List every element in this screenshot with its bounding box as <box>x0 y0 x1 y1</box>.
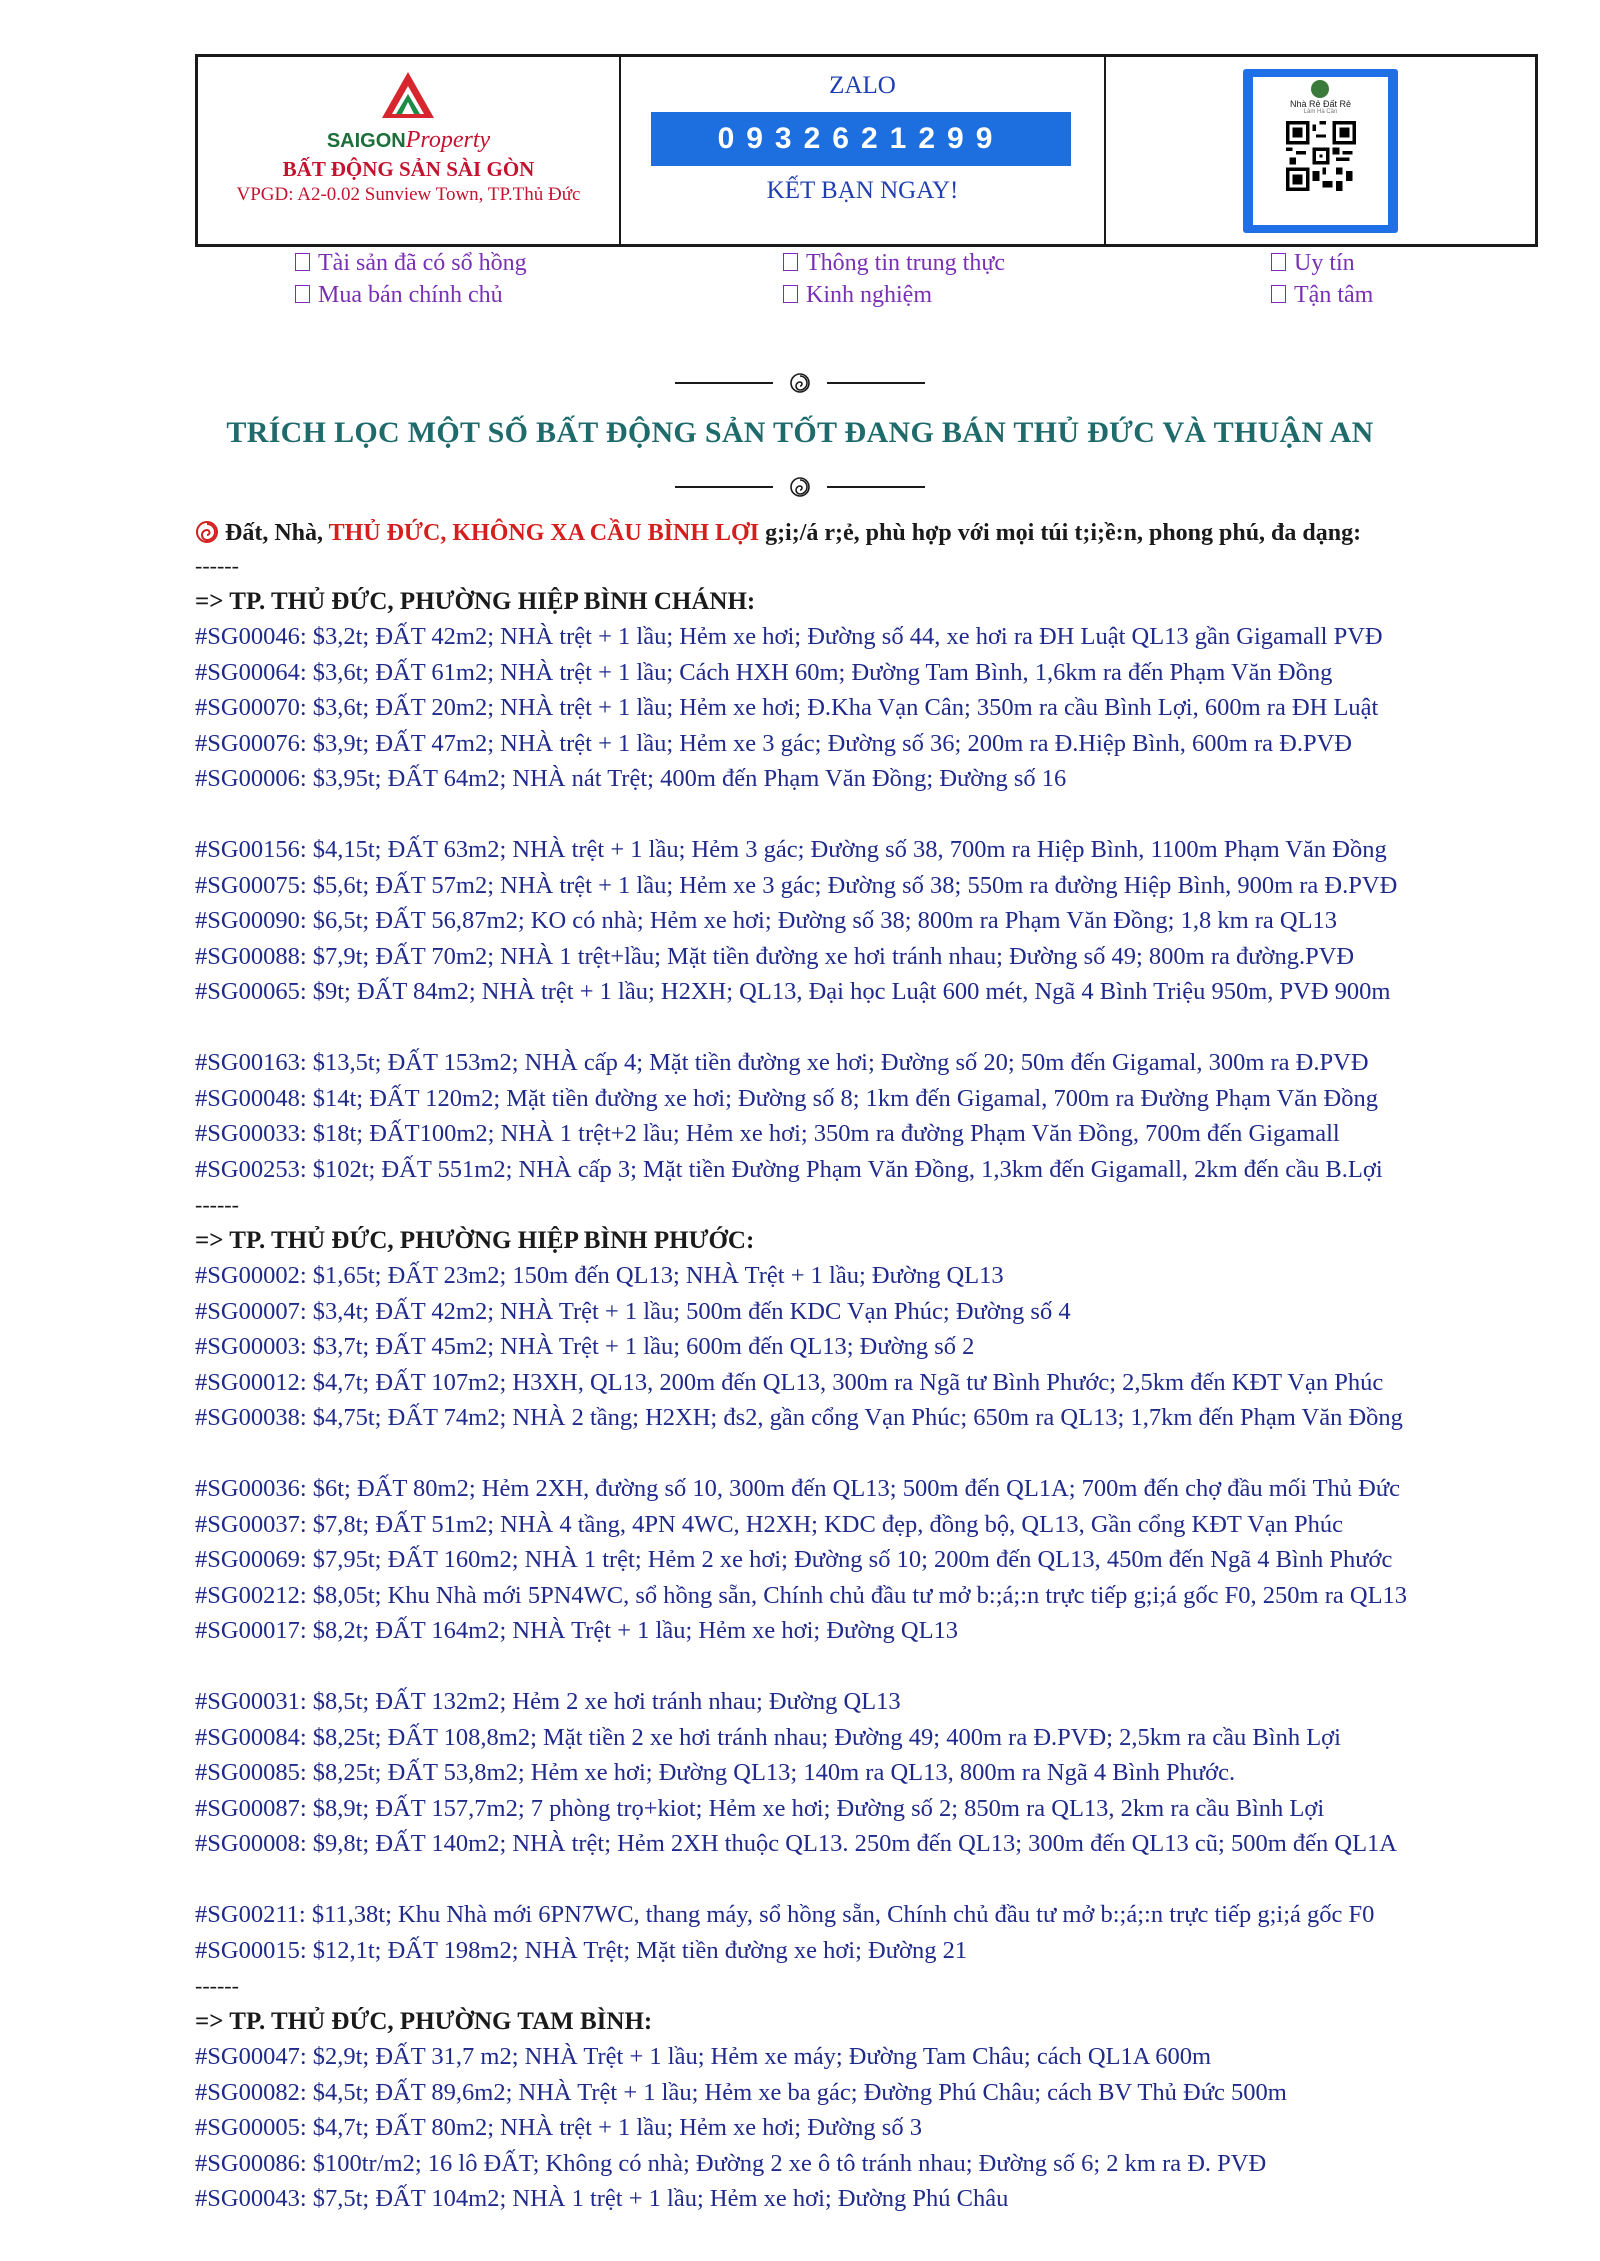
checkbox-icon <box>783 253 798 271</box>
listing-item: #SG00090: $6,5t; ĐẤT 56,87m2; KO có nhà; Hẻm xe hơi; Đường số 38; 800m ra Phạm Văn Đồng; 1,8 km ra QL13 <box>195 907 1338 934</box>
ornament-divider <box>0 372 1600 394</box>
listing-item: #SG00212: $8,05t; Khu Nhà mới 5PN4WC, sổ hồng sẵn, Chính chủ đầu tư mở b:;á;:n trực tiếp g;i;á gốc F0, 250m ra QL13 <box>195 1582 1408 1609</box>
intro-text: g;i;/á r;ẻ, phù hợp với mọi túi t;i;ề:n, phong phú, đa dạng: <box>759 520 1362 546</box>
qr-cell <box>1106 57 1535 244</box>
intro-highlight: THỦ ĐỨC, KHÔNG XA CẦU BÌNH LỢI <box>328 520 760 546</box>
listing-item: #SG00048: $14t; ĐẤT 120m2; Mặt tiền đường xe hơi; Đường số 8; 1km đến Gigamal, 700m ra Đường Phạm Văn Đồng <box>195 1085 1378 1112</box>
listing-item: #SG00070: $3,6t; ĐẤT 20m2; NHÀ trệt + 1 lầu; Hẻm xe hơi; Đ.Kha Vạn Cân; 350m ra cầu Bình Lợi, 600m ra ĐH Luật <box>195 694 1379 721</box>
intro-line <box>195 520 1361 547</box>
qr-card-inner <box>1253 77 1388 225</box>
phone-number[interactable]: 0932621299 <box>651 112 1071 166</box>
separator-line: ------ <box>195 1973 239 1998</box>
listing-item: #SG00007: $3,4t; ĐẤT 42m2; NHÀ Trệt + 1 lầu; 500m đến KDC Vạn Phúc; Đường số 4 <box>195 1298 1071 1325</box>
page-title: TRÍCH LỌC MỘT SỐ BẤT ĐỘNG SẢN TỐT ĐANG BÁN THỦ ĐỨC VÀ THUẬN AN <box>226 416 1374 449</box>
intro-text: Đất, Nhà, <box>225 520 329 546</box>
listing-item: #SG00086: $100tr/m2; 16 lô ĐẤT; Không có nhà; Đường 2 xe ô tô tránh nhau; Đường số 6; 2 km ra Đ. PVĐ <box>195 2150 1267 2177</box>
listing-item: #SG00085: $8,25t; ĐẤT 53,8m2; Hẻm xe hơi; Đường QL13; 140m ra QL13, 800m ra Ngã 4 Bình Phước. <box>195 1759 1236 1786</box>
section-heading: => TP. THỦ ĐỨC, PHƯỜNG HIỆP BÌNH PHƯỚC: <box>195 1227 755 1254</box>
logo-wordmark <box>198 127 619 154</box>
company-logo-icon <box>380 70 436 122</box>
add-friend-cta[interactable]: KẾT BẠN NGAY! <box>766 177 959 204</box>
feature-label: Mua bán chính chủ <box>318 282 503 308</box>
checkbox-icon <box>1271 253 1286 271</box>
listing-item: #SG00012: $4,7t; ĐẤT 107m2; H3XH, QL13, 200m đến QL13, 300m ra Ngã tư Bình Phước; 2,5km đến KĐT Vạn Phúc <box>195 1369 1384 1396</box>
feature-item <box>295 250 527 277</box>
checkbox-icon <box>295 285 310 303</box>
swirl-ornament-icon <box>789 372 811 394</box>
listing-item: #SG00211: $11,38t; Khu Nhà mới 6PN7WC, thang máy, sổ hồng sẵn, Chính chủ đầu tư mở b:;á;:n trực tiếp g;i;á gốc F0 <box>195 1901 1375 1928</box>
listing-item: #SG00043: $7,5t; ĐẤT 104m2; NHÀ 1 trệt + 1 lầu; Hẻm xe hơi; Đường Phú Châu <box>195 2185 1009 2212</box>
logo-word-italic: Property <box>405 127 491 153</box>
listing-item: #SG00003: $3,7t; ĐẤT 45m2; NHÀ Trệt + 1 lầu; 600m đến QL13; Đường số 2 <box>195 1333 975 1360</box>
feature-item <box>783 282 932 309</box>
logo-word: SAIGON <box>326 130 406 152</box>
feature-item <box>783 250 1005 277</box>
listing-item: #SG00037: $7,8t; ĐẤT 51m2; NHÀ 4 tầng, 4PN 4WC, H2XH; KDC đẹp, đồng bộ, QL13, Gần cổng KĐT Vạn Phúc <box>195 1511 1344 1538</box>
listing-item: #SG00076: $3,9t; ĐẤT 47m2; NHÀ trệt + 1 lầu; Hẻm xe 3 gác; Đường số 36; 200m ra Đ.Hiệp Bình, 600m ra Đ.PVĐ <box>195 730 1352 757</box>
feature-item <box>1271 282 1373 309</box>
header-table <box>195 54 1538 247</box>
feature-label: Kinh nghiệm <box>806 282 932 308</box>
company-address: VPGD: A2-0.02 Sunview Town, TP.Thủ Đức <box>236 184 581 205</box>
checkbox-icon <box>1271 285 1286 303</box>
logo-cell <box>198 57 621 244</box>
listing-item: #SG00006: $3,95t; ĐẤT 64m2; NHÀ nát Trệt; 400m đến Phạm Văn Đồng; Đường số 16 <box>195 765 1067 792</box>
section-heading: => TP. THỦ ĐỨC, PHƯỜNG HIỆP BÌNH CHÁNH: <box>195 588 756 615</box>
listing-item: #SG00047: $2,9t; ĐẤT 31,7 m2; NHÀ Trệt + 1 lầu; Hẻm xe máy; Đường Tam Châu; cách QL1A 600m <box>195 2043 1212 2070</box>
checkbox-icon <box>783 285 798 303</box>
listing-item: #SG00163: $13,5t; ĐẤT 153m2; NHÀ cấp 4; Mặt tiền đường xe hơi; Đường số 20; 50m đến Gigamal, 300m ra Đ.PVĐ <box>195 1049 1369 1076</box>
listing-item: #SG00065: $9t; ĐẤT 84m2; NHÀ trệt + 1 lầu; H2XH; QL13, Đại học Luật 600 mét, Ngã 4 Bình Triệu 950m, PVĐ 900m <box>195 978 1391 1005</box>
separator-line: ------ <box>195 553 239 578</box>
listing-item: #SG00046: $3,2t; ĐẤT 42m2; NHÀ trệt + 1 lầu; Hẻm xe hơi; Đường số 44, xe hơi ra ĐH Luật QL13 gần Gigamall PVĐ <box>195 623 1383 650</box>
section-heading: => TP. THỦ ĐỨC, PHƯỜNG TAM BÌNH: <box>195 2008 653 2035</box>
company-name: BẤT ĐỘNG SẢN SÀI GÒN <box>282 157 535 181</box>
listing-item: #SG00008: $9,8t; ĐẤT 140m2; NHÀ trệt; Hẻm 2XH thuộc QL13. 250m đến QL13; 300m đến QL13 cũ; 500m đến QL1A <box>195 1830 1397 1857</box>
listing-item: #SG00088: $7,9t; ĐẤT 70m2; NHÀ 1 trệt+lầu; Mặt tiền đường xe hơi tránh nhau; Đường số 49; 800m ra đường.PVĐ <box>195 943 1355 970</box>
feature-label: Thông tin trung thực <box>806 250 1005 276</box>
feature-label: Uy tín <box>1294 250 1355 276</box>
checkbox-icon <box>295 253 310 271</box>
listing-item: #SG00084: $8,25t; ĐẤT 108,8m2; Mặt tiền 2 xe hơi tránh nhau; Đường 49; 400m ra Đ.PVĐ; 2,5km ra cầu Bình Lợi <box>195 1724 1341 1751</box>
listing-item: #SG00036: $6t; ĐẤT 80m2; Hẻm 2XH, đường số 10, 300m đến QL13; 500m đến QL1A; 700m đến chợ đầu mối Thủ Đức <box>195 1475 1401 1502</box>
listing-item: #SG00002: $1,65t; ĐẤT 23m2; 150m đến QL13; NHÀ Trệt + 1 lầu; Đường QL13 <box>195 1262 1004 1289</box>
listing-item: #SG00017: $8,2t; ĐẤT 164m2; NHÀ Trệt + 1 lầu; Hẻm xe hơi; Đường QL13 <box>195 1617 959 1644</box>
listing-item: #SG00031: $8,5t; ĐẤT 132m2; Hẻm 2 xe hơi tránh nhau; Đường QL13 <box>195 1688 901 1715</box>
zalo-qr-card[interactable] <box>1243 69 1398 233</box>
listing-item: #SG00075: $5,6t; ĐẤT 57m2; NHÀ trệt + 1 lầu; Hẻm xe 3 gác; Đường số 38; 550m ra đường Hiệp Bình, 900m ra Đ.PVĐ <box>195 872 1398 899</box>
listing-item: #SG00069: $7,95t; ĐẤT 160m2; NHÀ 1 trệt; Hẻm 2 xe hơi; Đường số 10; 200m đến QL13, 450m đến Ngã 4 Bình Phước <box>195 1546 1393 1573</box>
feature-item <box>295 282 503 309</box>
qr-code-icon <box>1286 121 1356 191</box>
zalo-cell <box>621 57 1106 244</box>
qr-title: Nhà Rẻ Đất Rẻ <box>1289 98 1352 109</box>
listing-item: #SG00038: $4,75t; ĐẤT 74m2; NHÀ 2 tầng; H2XH; đs2, gần cổng Vạn Phúc; 650m ra QL13; 1,7km đến Phạm Văn Đồng <box>195 1404 1403 1431</box>
feature-label: Tài sản đã có sổ hồng <box>318 250 527 276</box>
feature-item <box>1271 250 1355 277</box>
listing-item: #SG00156: $4,15t; ĐẤT 63m2; NHÀ trệt + 1 lầu; Hẻm 3 gác; Đường số 38, 700m ra Hiệp Bình, 1100m Phạm Văn Đồng <box>195 836 1387 863</box>
listing-item: #SG00253: $102t; ĐẤT 551m2; NHÀ cấp 3; Mặt tiền Đường Phạm Văn Đồng, 1,3km đến Gigamall, 2km đến cầu B.Lợi <box>195 1156 1383 1183</box>
ornament-divider <box>0 476 1600 498</box>
avatar <box>1311 80 1329 98</box>
listing-item: #SG00033: $18t; ĐẤT100m2; NHÀ 1 trệt+2 lầu; Hẻm xe hơi; 350m ra đường Phạm Văn Đồng, 700m đến Gigamall <box>195 1120 1340 1147</box>
swirl-ornament-icon <box>789 476 811 498</box>
listing-item: #SG00087: $8,9t; ĐẤT 157,7m2; 7 phòng trọ+kiot; Hẻm xe hơi; Đường số 2; 850m ra QL13, 2km ra cầu Bình Lợi <box>195 1795 1325 1822</box>
zalo-label: ZALO <box>829 72 896 99</box>
feature-label: Tận tâm <box>1294 282 1374 308</box>
listing-item: #SG00082: $4,5t; ĐẤT 89,6m2; NHÀ Trệt + 1 lầu; Hẻm xe ba gác; Đường Phú Châu; cách BV Thủ Đức 500m <box>195 2079 1287 2106</box>
listing-item: #SG00064: $3,6t; ĐẤT 61m2; NHÀ trệt + 1 lầu; Cách HXH 60m; Đường Tam Bình, 1,6km ra đến Phạm Văn Đồng <box>195 659 1333 686</box>
separator-line: ------ <box>195 1192 239 1217</box>
spiral-bullet-icon <box>195 520 219 544</box>
qr-subtitle: Lâm Hà Cần <box>1303 108 1338 115</box>
listing-item: #SG00015: $12,1t; ĐẤT 198m2; NHÀ Trệt; Mặt tiền đường xe hơi; Đường 21 <box>195 1937 968 1964</box>
listing-item: #SG00005: $4,7t; ĐẤT 80m2; NHÀ trệt + 1 lầu; Hẻm xe hơi; Đường số 3 <box>195 2114 922 2141</box>
